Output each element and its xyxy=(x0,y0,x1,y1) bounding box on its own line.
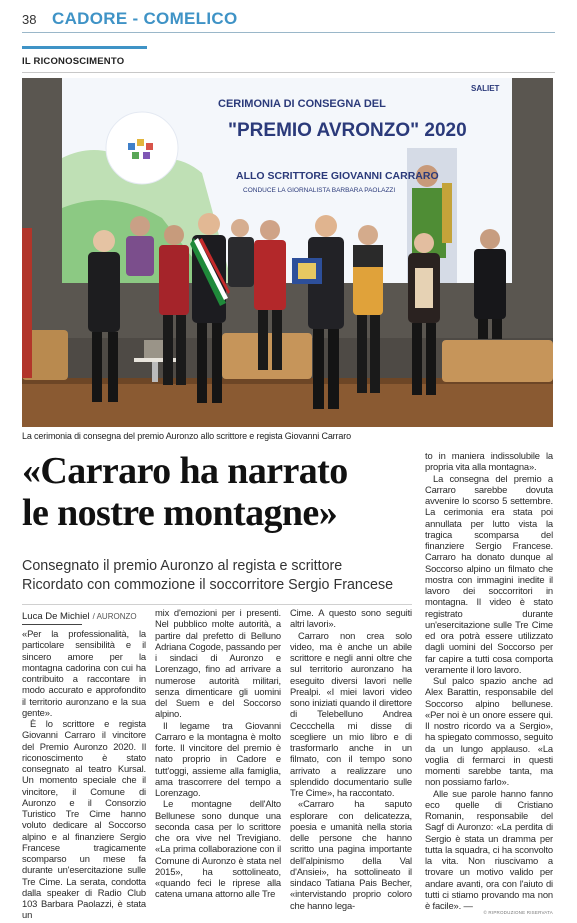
paragraph: Alle sue parole hanno fanno eco quelle di Cristiano Romanin, responsabile del Sagf di Auronzo: «La perdita di Sergio è stata un dramma per tutta la squadra, ci ha sconvolto la vita. Non riuscivamo a trovare un motivo valido per andare avanti, ora con l'aiuto di tutti ci stiamo provando ma non è facile». — xyxy=(425,787,553,911)
paragraph: «Per la professionalità, la particolare sensibilità e il sincero amore per la montagna cadorina con cui ha contribuito a raccontare in modo accurato e approfondito il territorio auronzano e la sua gente». xyxy=(22,628,146,718)
paragraph: È lo scrittore e regista Giovanni Carraro il vincitore del Premio Auronzo 2020. Il riconoscimento è stato consegnato al teatro Kursal. Un momento speciale che il vincitore, il Comune di Auronzo e il Consorzio Turistico Tre Cime hanno voluto dedicare al Soccorso alpino e al finanziere Sergio Francese tragicamente scomparso un mese fa durante un'esercitazione sulle Tre Cime. La serata, condotta dalla speaker di Radio Club 103 Barbara Paolazzi, è stata un xyxy=(22,718,146,921)
page-number: 38 xyxy=(22,11,37,27)
banner-line-2: "PREMIO AVRONZO" 2020 xyxy=(228,120,467,141)
kicker-accent-bar xyxy=(22,46,147,49)
paragraph: Cime. A questo sono seguiti altri lavori». xyxy=(290,607,412,630)
headline-line-1: «Carraro ha narrato xyxy=(22,450,348,492)
paragraph: to in maniera indissolubile la propria vita alla montagna». xyxy=(425,450,553,473)
subheadline xyxy=(22,557,412,595)
paragraph: Sul palco spazio anche ad Alex Barattin, responsabile del Soccorso alpino bellunese. «Per noi è un onore essere qui. Il nostro ricordo va a Sergio», ha spiegato commosso, seguito da un lungo applauso. «La voglia di fermarci in questi momenti sarebbe tanta, ma non possiamo farlo». xyxy=(425,675,553,788)
paragraph: «Carraro ha saputo esplorare con delicatezza, poesia e umanità nella storia delle persone che hanno scritto una pagina importante dell'alpinismo della Val d'Ansiei», ha sottolineato il sindaco Tatiana Pais Becher, «intervistando proprio coloro che hanno lega- xyxy=(290,798,412,911)
headline xyxy=(22,450,412,534)
article-column-2 xyxy=(155,607,281,900)
subhead-line-2: Ricordato con commozione il soccorritore Sergio Francese xyxy=(22,577,394,593)
banner-line-4: CONDUCE LA GIORNALISTA BARBARA PAOLAZZI xyxy=(243,187,396,194)
byline xyxy=(22,611,137,622)
kicker-label: IL RICONOSCIMENTO xyxy=(22,56,125,67)
article-photo xyxy=(22,78,553,427)
copyright-mark: © RIPRODUZIONE RISERVATA xyxy=(483,910,553,915)
headline-line-2: le nostre montagne» xyxy=(22,492,338,534)
paragraph: mix d'emozioni per i presenti. Nel pubblico molte autorità, a partire dal prefetto di Belluno Adriana Cogode, passando per i sindaci di Auronzo e Lorenzago, fino ad arrivare a numerose autorità militari, senza dimenticare gli uomini del Suem e del Soccorso alpino. xyxy=(155,607,281,720)
banner-line-3: ALLO SCRITTORE GIOVANNI CARRARO xyxy=(236,170,439,182)
page-header xyxy=(22,6,237,32)
subhead-line-1: Consegnato il premio Auronzo al regista e scrittore xyxy=(22,558,343,574)
kicker-divider xyxy=(22,72,555,73)
article-column-3 xyxy=(290,607,412,911)
banner-line-1: CERIMONIA DI CONSEGNA DEL xyxy=(218,98,386,110)
paragraph: La consegna del premio a Carraro sarebbe dovuta avvenire lo scorso 5 settembre. La cerimonia era stata poi annullata per lutto vista la tragica scomparsa del finanziere Sergio Francese. Carraro ha donato dunque al Soccorso alpino un filmato che mostra con immagini inedite il lavoro dei soccorritori in montagna. Il video è stato registrato durante un'esercitazione sulle Tre Cime ed ora potrà essere utilizzato dagli uomini del Soccorso per far capire a tutti cosa comporta veramente il loro lavoro. xyxy=(425,472,553,675)
article-column-1 xyxy=(22,628,146,921)
sofa-right xyxy=(442,340,553,382)
header-divider xyxy=(22,32,555,33)
banner-brand: SALIET xyxy=(471,84,500,93)
subhead-divider xyxy=(22,604,412,605)
article-column-4 xyxy=(425,450,553,911)
photo-caption: La cerimonia di consegna del premio Auronzo allo scrittore e regista Giovanni Carraro xyxy=(22,431,351,441)
section-title: CADORE - COMELICO xyxy=(52,9,238,28)
paragraph: Le montagne dell'Alto Bellunese sono dunque una seconda casa per lo scrittore che ora vive nel Trevigiano. «La prima collaborazione con il Comune di Auronzo è stata nel 2015», ha sottolineato, «quando feci le riprese alla catena umana attorno alle Tre xyxy=(155,798,281,900)
byline-author: Luca De Michiel xyxy=(22,611,90,622)
paragraph: Il legame tra Giovanni Carraro e la montagna è molto forte. Il vincitore del premio è nato proprio in Cadore e tutt'oggi, assieme alla famiglia, ama trascorrere del tempo a Lorenzago. xyxy=(155,719,281,798)
byline-underline xyxy=(22,624,82,625)
byline-location: / AURONZO xyxy=(92,612,137,621)
paragraph: Carraro non crea solo video, ma è anche un abile scrittore e negli anni oltre che sul territorio auronzano ha eseguito diversi lavori nelle Prealpi. «I miei lavori video sono iniziati quando il direttore di Telebelluno Andrea Ceccchella mi disse di scegliere un mio libro e di trasformarlo anche in un filmato, con il tempo sono arrivato a realizzare uno splendido documentario sulle Tre Cime», ha raccontato. xyxy=(290,629,412,798)
